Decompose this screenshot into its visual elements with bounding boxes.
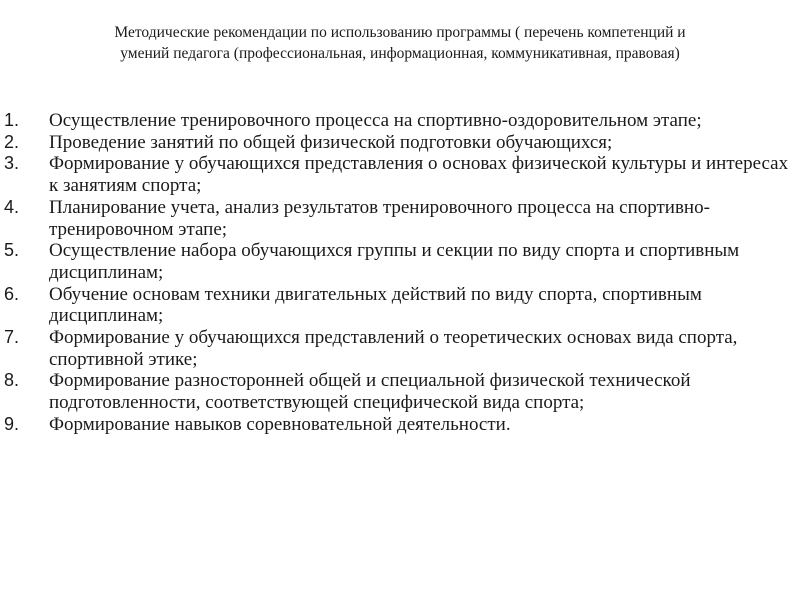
list-item-number: 3. bbox=[4, 153, 20, 174]
competency-list bbox=[0, 110, 800, 436]
list-item-number: 6. bbox=[4, 283, 20, 304]
list-item bbox=[0, 153, 794, 196]
list-item bbox=[0, 370, 794, 413]
list-item-number: 5. bbox=[4, 240, 20, 261]
list-item-number: 7. bbox=[4, 327, 20, 348]
list-item bbox=[0, 132, 794, 154]
title-line-1: Методические рекомендации по использованию программы ( перечень компетенций и bbox=[114, 24, 686, 41]
list-item bbox=[0, 197, 794, 240]
list-item-text: Формирование разносторонней общей и специальной физической технической подготовленности, соответствующей специфической вида спорта; bbox=[49, 370, 691, 414]
list-item-text: Планирование учета, анализ результатов тренировочного процесса на спортивно-тренировочном этапе; bbox=[49, 196, 710, 240]
list-item-text: Обучение основам техники двигательных действий по виду спорта, спортивным дисциплинам; bbox=[49, 283, 702, 327]
slide-title bbox=[20, 22, 780, 64]
list-item-text: Формирование навыков соревновательной деятельности. bbox=[49, 413, 511, 435]
list-item-text: Осуществление набора обучающихся группы и секции по виду спорта и спортивным дисциплинам; bbox=[49, 240, 740, 283]
list-item-number: 2. bbox=[4, 131, 20, 152]
list-item-text: Проведение занятий по общей физической подготовки обучающихся; bbox=[49, 131, 613, 153]
list-item-text: Формирование у обучающихся представлений о теоретических основах вида спорта, спортивной этике; bbox=[49, 327, 738, 370]
list-item bbox=[0, 110, 794, 132]
list-item bbox=[0, 240, 794, 283]
list-item bbox=[0, 327, 794, 370]
list-item-number: 4. bbox=[4, 196, 20, 217]
list-item bbox=[0, 414, 794, 436]
list-item-number: 1. bbox=[4, 110, 20, 130]
list-item-text: Осуществление тренировочного процесса на спортивно-оздоровительном этапе; bbox=[49, 110, 702, 131]
list-item bbox=[0, 284, 794, 327]
list-item-number: 9. bbox=[4, 413, 20, 434]
list-item-text: Формирование у обучающихся представления о основах физической культуры и интересах к занятиям спорта; bbox=[49, 153, 789, 197]
list-item-number: 8. bbox=[4, 370, 20, 391]
title-line-2: умений педагога (профессиональная, информационная, коммуникативная, правовая) bbox=[120, 45, 680, 62]
